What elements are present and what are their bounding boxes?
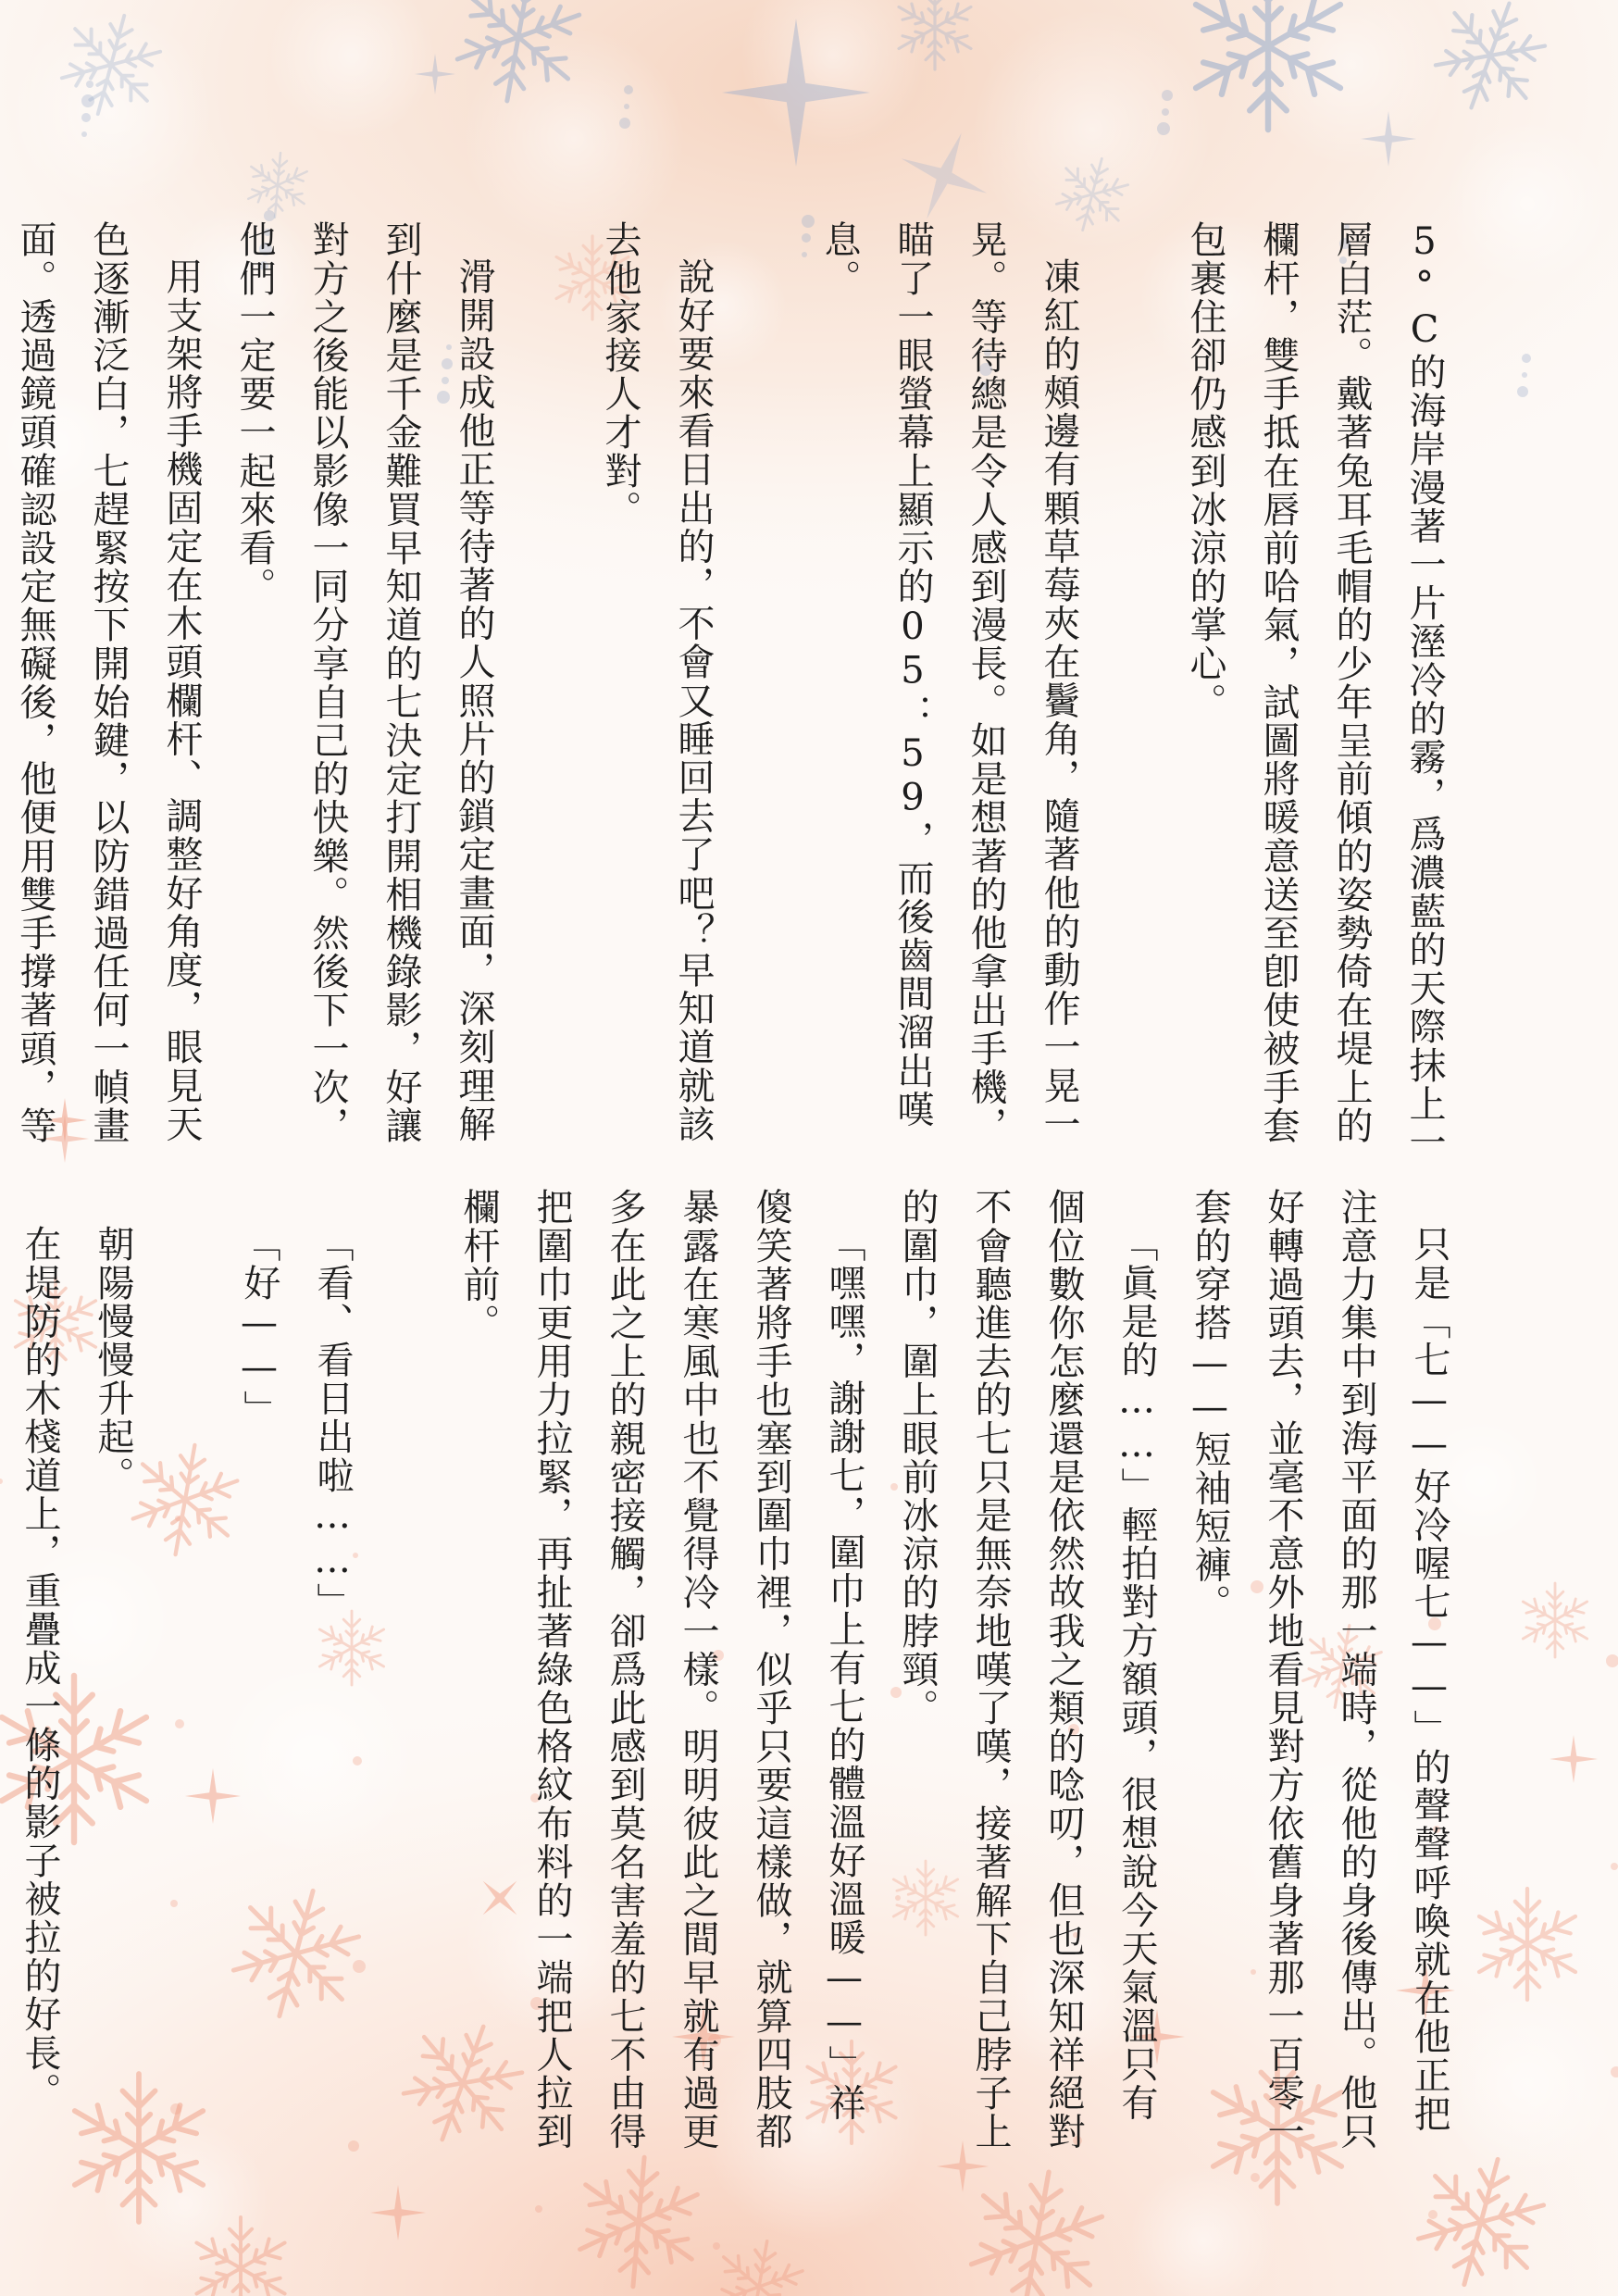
paragraph: 凍紅的頰邊有顆草莓夾在鬢角，隨著他的動作一晃一晃。等待總是令人感到漫長。如是想著的他拿出手機，瞄了一眼螢幕上顯示的05：59，而後齒間溜出嘆息。 — [818, 220, 1080, 1145]
dialogue-line: 「看、看日出啦……」 — [311, 1225, 354, 1621]
paragraph: 在堤防的木棧道上，重疊成一條的影子被拉的好長。 — [19, 1225, 61, 2111]
paragraph: 用支架將手機固定在木頭欄杆、調整好角度，眼見天色逐漸泛白，七趕緊按下開始鍵，以防錯過任何一幀畫面。透過鏡頭確認設定無礙後，他便用雙手撐著頭，等 — [14, 220, 203, 1145]
paragraph: 說好要來看日出的，不會又睡回去了吧？早知道就該去他家接人才對。 — [599, 220, 715, 1143]
paragraph: 5°C的海岸漫著一片溼冷的霧，爲濃藍的天際抹上一層白茫。戴著兔耳毛帽的少年呈前傾的姿勢倚在堤上的欄杆，雙手抵在唇前哈氣，試圖將暖意送至卽使被手套包裹住卻仍感到冰涼的掌心。 — [1184, 220, 1446, 1162]
paragraph: 「嘿嘿，謝謝七，圍巾上有七的體溫好溫暖——」祥傻笑著將手也塞到圍巾裡，似乎只要這樣做，就算四肢都暴露在寒風中也不覺得冷一樣。明明彼此之間早就有過更多在此之上的親密接觸，卻爲此感到莫名害羞的七不由得把圍巾更用力拉緊，再扯著綠色格紋布料的一端把人拉到欄杆前。 — [457, 1188, 865, 2151]
story-bottom-block — [3, 1188, 1465, 2160]
dialogue-line: 「好——」 — [238, 1225, 280, 1429]
paragraph: 朝陽慢慢升起。 — [92, 1225, 134, 1495]
paragraph: 「眞是的……」輕拍對方額頭，很想說今天氣溫只有個位數你怎麼還是依然故我之類的唸叨，但也深知祥絕對不會聽進去的七只是無奈地嘆了嘆，接著解下自己脖子上的圍巾，圍上眼前冰涼的脖頸。 — [896, 1188, 1158, 2151]
paragraph: 滑開設成他正等待著的人照片的鎖定畫面，深刻理解到什麼是千金難買早知道的七決定打開相機錄影，好讓對方之後能以影像一同分享自己的快樂。然後下一次，他們一定要一起來看。 — [233, 220, 495, 1145]
paragraph: 只是「七——好冷喔七——」的聲聲呼喚就在他正把注意力集中到海平面的那一端時，從他的身後傳出。他只好轉過頭去，並毫不意外地看見對方依舊身著那一百零一套的穿搭——短袖短褲。 — [1189, 1188, 1450, 2151]
story-top-block — [0, 220, 1461, 1174]
